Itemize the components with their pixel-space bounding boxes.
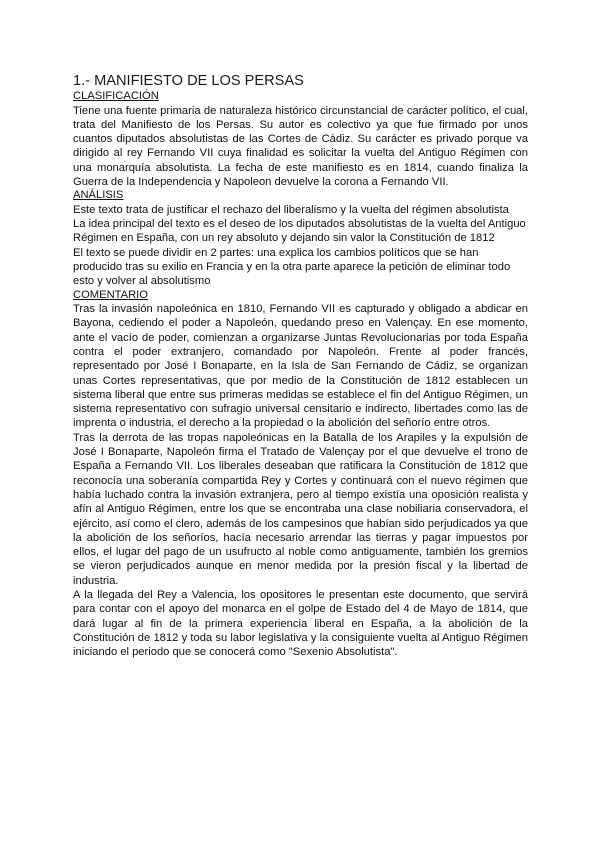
section-heading-analisis: ANÁLISIS xyxy=(73,189,124,202)
comentario-paragraph-1: Tras la invasión napoleónica en 1810, Fernando VII es capturado y obligado a abdicar en Bayona, cediendo el poder a Napoleón, quedando preso en Valençay. En ese momento, ante el vacío de poder, comienzan a organizarse Juntas Revolucionarias por toda España contra el poder extranjero, comandado por Napoleón. Frente al poder francés, representado por José I Bonaparte, en la Isla de San Fernando de Cádiz, se organizan unas Cortes representativas, que por medio de la Constitución de 1812 establecen un sistema liberal que entre sus primeras medidas se establece el fin del Antiguo Régimen, un sistema representativo con sufragio universal censitario e indirecto, libertades como las de imprenta o industria, el derecho a la propiedad o la abolición del señorío entre otros. xyxy=(73,303,528,430)
analisis-paragraph-3: El texto se puede dividir en 2 partes: una explica los cambios políticos que se han producido tras su exilio en Francia y en la otra parte aparece la petición de eliminar todo esto y volver al absolutismo xyxy=(73,246,511,288)
comentario-paragraph-3: A la llegada del Rey a Valencia, los opositores le presentan este documento, que servirá para contar con el apoyo del monarca en el golpe de Estado del 4 de Mayo de 1814, que dará lugar al fin de la primera experiencia liberal en España, a la abolición de la Constitución de 1812 y toda su labor legislativa y la consiguiente vuelta al Antiguo Régimen iniciando el periodo que se conocerá como "Sexenio Absolutista". xyxy=(73,589,528,659)
analisis-paragraph-1: Este texto trata de justificar el rechazo del liberalismo y la vuelta del régimen absolutista xyxy=(73,203,509,216)
document-title: 1.- MANIFIESTO DE LOS PERSAS xyxy=(73,73,304,89)
section-heading-clasificacion: CLASIFICACIÓN xyxy=(73,90,159,102)
document-page xyxy=(73,72,528,659)
analisis-paragraph-2: La idea principal del texto es el deseo de los diputados absolutistas de la vuelta del Antiguo Régimen en España, con un rey absoluto y dejando sin valor la Constitución de 1812 xyxy=(73,218,526,245)
clasificacion-paragraph: Tiene una fuente primaria de naturaleza histórico circunstancial de carácter político, el cual, trata del Manifiesto de los Persas. Su autor es colectivo ya que fue firmado por unos cuantos diputados absolutistas de las Cortes de Cádiz. Su carácter es privado porque va dirigido al rey Fernando VII cuya finalidad es solicitar la vuelta del Antiguo Régimen con una monarquía absolutista. La fecha de este manifiesto es en 1814, cuando finaliza la Guerra de la Independencia y Napoleon devuelve la corona a Fernando VII. xyxy=(73,104,528,188)
section-heading-comentario: COMENTARIO xyxy=(73,288,148,301)
comentario-paragraph-2: Tras la derrota de las tropas napoleónicas en la Batalla de los Arapiles y la expulsión de José I Bonaparte, Napoleón firma el Tratado de Valençay por el que devuelve el trono de España a Fernando VII. Los liberales deseaban que ratificara la Constitución de 1812 que reconocía una soberanía compartida Rey y Cortes y continuará con el nuevo régimen que había luchado contra la invasión extranjera, pero al tiempo existía una oposición realista y afín al Antiguo Régimen, entre los que se encontraba una clase nobiliaria conservadora, el ejército, así como el clero, además de los campesinos que habían sido perjudicados ya que la abolición de los señoríos, hacía necesario arrendar las tierras y pagar impuestos por ellos, el lugar del pago de un usufructo al noble como antiguamente, también los gremios se vieron perjudicados aunque en menor medida por la presión fiscal y la libertad de industria. xyxy=(73,431,528,587)
